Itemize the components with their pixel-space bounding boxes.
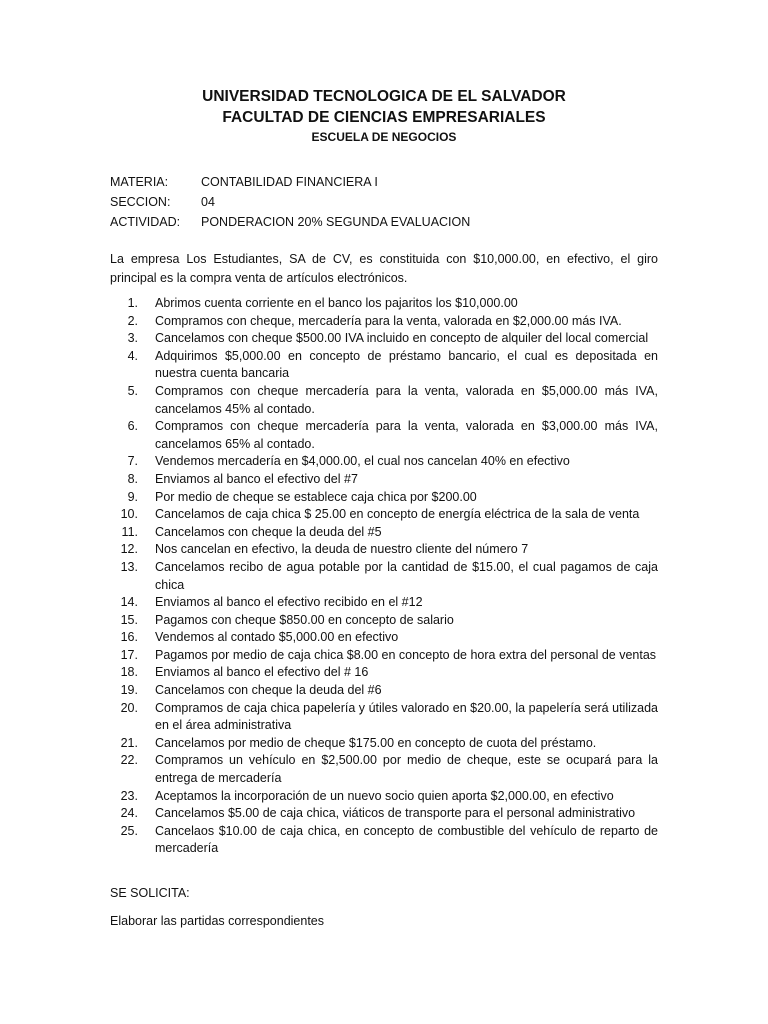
list-item-text: Compramos con cheque mercadería para la venta, valorada en $3,000.00 más IVA, cancelamos 65% al contado. bbox=[155, 419, 658, 451]
list-item-text: Cancelamos por medio de cheque $175.00 en concepto de cuota del préstamo. bbox=[155, 735, 597, 750]
list-item-number-text: 25. bbox=[120, 823, 138, 838]
list-item-text: Enviamos al banco el efectivo del #7 bbox=[155, 471, 358, 486]
list-item-text: Aceptamos la incorporación de un nuevo socio quien aporta $2,000.00, en efectivo bbox=[155, 788, 614, 803]
list-item-text: Cancelamos recibo de agua potable por la cantidad de $15.00, el cual pagamos de caja chica bbox=[155, 559, 658, 592]
list-item-text: Enviamos al banco el efectivo del # 16 bbox=[155, 665, 369, 680]
list-item-number bbox=[110, 295, 155, 313]
list-item-number bbox=[110, 453, 155, 471]
list-item-number-text: 2. bbox=[127, 313, 138, 328]
list-item bbox=[110, 559, 658, 594]
school-title: ESCUELA DE NEGOCIOS bbox=[311, 130, 457, 144]
list-item-text: Adquirimos $5,000.00 en concepto de préstamo bancario, el cual es depositada en nuestra cuenta bancaria bbox=[155, 348, 658, 381]
list-item-number bbox=[110, 682, 155, 700]
list-item-number bbox=[110, 313, 155, 331]
faculty-title: FACULTAD DE CIENCIAS EMPRESARIALES bbox=[222, 109, 546, 126]
list-item-number-text: 10. bbox=[120, 507, 138, 522]
list-item-number-text: 22. bbox=[120, 753, 138, 768]
list-item-number-text: 20. bbox=[120, 700, 138, 715]
list-item bbox=[110, 682, 658, 700]
list-item bbox=[110, 383, 658, 418]
seccion-value: 04 bbox=[201, 195, 215, 209]
materia-value: CONTABILIDAD FINANCIERA I bbox=[201, 175, 378, 189]
list-item bbox=[110, 313, 658, 331]
list-item bbox=[110, 823, 658, 858]
list-item-number bbox=[110, 735, 155, 753]
list-item-number bbox=[110, 752, 155, 787]
list-item-number bbox=[110, 383, 155, 418]
meta-row-actividad bbox=[110, 212, 470, 232]
list-item bbox=[110, 788, 658, 806]
list-item-number-text: 9. bbox=[127, 489, 138, 504]
list-item bbox=[110, 735, 658, 753]
list-item-number-text: 5. bbox=[127, 383, 138, 398]
list-item-number-text: 6. bbox=[127, 419, 138, 434]
list-item-number-text: 15. bbox=[120, 612, 138, 627]
list-item bbox=[110, 805, 658, 823]
list-item bbox=[110, 541, 658, 559]
list-item-number-text: 16. bbox=[120, 630, 138, 645]
list-item-number-text: 11. bbox=[121, 524, 138, 539]
list-item-text: Por medio de cheque se establece caja chica por $200.00 bbox=[155, 489, 477, 504]
list-item bbox=[110, 752, 658, 787]
list-item-number-text: 24. bbox=[120, 806, 138, 821]
list-item bbox=[110, 489, 658, 507]
list-item-number bbox=[110, 700, 155, 735]
list-item bbox=[110, 594, 658, 612]
actividad-label: ACTIVIDAD: bbox=[110, 215, 181, 229]
list-item-number-text: 14. bbox=[120, 595, 138, 610]
solicita-heading: SE SOLICITA: bbox=[110, 886, 190, 900]
list-item-text: Nos cancelan en efectivo, la deuda de nuestro cliente del número 7 bbox=[155, 542, 529, 557]
list-item bbox=[110, 348, 658, 383]
list-item bbox=[110, 330, 658, 348]
list-item-text: Enviamos al banco el efectivo recibido en el #12 bbox=[155, 595, 423, 610]
list-item-number bbox=[110, 418, 155, 453]
list-item-text: Compramos un vehículo en $2,500.00 por medio de cheque, este se ocupará para la entrega de mercadería bbox=[155, 753, 658, 786]
list-item-number bbox=[110, 594, 155, 612]
intro-paragraph: La empresa Los Estudiantes, SA de CV, es constituida con $10,000.00, en efectivo, el giro principal es la compra venta de artículos electrónicos. bbox=[110, 252, 658, 285]
list-item-number-text: 23. bbox=[120, 788, 138, 803]
list-item-number bbox=[110, 471, 155, 489]
list-item-text: Cancelamos con cheque $500.00 IVA incluido en concepto de alquiler del local comercial bbox=[155, 331, 649, 346]
list-item-number bbox=[110, 664, 155, 682]
list-item-number-text: 17. bbox=[120, 647, 138, 662]
list-item-number-text: 18. bbox=[120, 665, 138, 680]
list-item-text: Compramos con cheque mercadería para la venta, valorada en $5,000.00 más IVA, cancelamos 45% al contado. bbox=[155, 383, 658, 416]
materia-label: MATERIA: bbox=[110, 175, 169, 189]
list-item-number-text: 3. bbox=[127, 331, 138, 346]
list-item-text: Cancelamos con cheque la deuda del #5 bbox=[155, 524, 382, 539]
list-item-number bbox=[110, 823, 155, 858]
list-item-number bbox=[110, 506, 155, 524]
list-item-number-text: 12. bbox=[120, 542, 138, 557]
list-item-number-text: 21. bbox=[120, 735, 138, 750]
list-item-text: Cancelaos $10.00 de caja chica, en concepto de combustible del vehículo de reparto de mercadería bbox=[155, 823, 658, 856]
list-item-number-text: 4. bbox=[127, 348, 138, 363]
actividad-value: PONDERACION 20% SEGUNDA EVALUACION bbox=[201, 215, 471, 229]
list-item bbox=[110, 629, 658, 647]
list-item bbox=[110, 664, 658, 682]
transactions-list bbox=[110, 295, 658, 858]
list-item-text: Compramos de caja chica papelería y útiles valorado en $20.00, la papelería será utilizada en el área administrativa bbox=[155, 700, 658, 733]
seccion-label: SECCION: bbox=[110, 195, 171, 209]
list-item-text: Cancelamos con cheque la deuda del #6 bbox=[155, 683, 382, 698]
list-item bbox=[110, 295, 658, 313]
list-item bbox=[110, 506, 658, 524]
list-item-text: Compramos con cheque, mercadería para la venta, valorada en $2,000.00 más IVA. bbox=[155, 313, 622, 328]
meta-row-seccion bbox=[110, 192, 470, 212]
list-item-text: Cancelamos de caja chica $ 25.00 en concepto de energía eléctrica de la sala de venta bbox=[155, 507, 640, 522]
task-text: Elaborar las partidas correspondientes bbox=[110, 914, 325, 928]
list-item-number-text: 8. bbox=[127, 471, 138, 486]
list-item-number-text: 19. bbox=[120, 683, 138, 698]
list-item bbox=[110, 453, 658, 471]
list-item-text: Abrimos cuenta corriente en el banco los pajaritos los $10,000.00 bbox=[155, 296, 518, 310]
list-item bbox=[110, 700, 658, 735]
list-item-number bbox=[110, 612, 155, 630]
list-item-text: Pagamos por medio de caja chica $8.00 en concepto de hora extra del personal de ventas bbox=[155, 647, 657, 662]
list-item-number-text: 7. bbox=[127, 454, 138, 469]
list-item-text: Vendemos al contado $5,000.00 en efectivo bbox=[155, 630, 399, 645]
list-item-number bbox=[110, 629, 155, 647]
list-item-number bbox=[110, 489, 155, 507]
list-item bbox=[110, 418, 658, 453]
list-item-number bbox=[110, 559, 155, 594]
list-item bbox=[110, 612, 658, 630]
list-item-number bbox=[110, 330, 155, 348]
list-item-number-text: 1. bbox=[127, 296, 138, 310]
list-item-number bbox=[110, 647, 155, 665]
course-meta bbox=[110, 172, 470, 232]
meta-row-materia bbox=[110, 172, 470, 192]
list-item bbox=[110, 471, 658, 489]
list-item bbox=[110, 524, 658, 542]
list-item bbox=[110, 647, 658, 665]
list-item-number bbox=[110, 524, 155, 542]
list-item-text: Pagamos con cheque $850.00 en concepto de salario bbox=[155, 612, 454, 627]
list-item-number bbox=[110, 788, 155, 806]
list-item-text: Cancelamos $5.00 de caja chica, viáticos de transporte para el personal administrativo bbox=[155, 806, 636, 821]
list-item-number bbox=[110, 348, 155, 383]
list-item-number-text: 13. bbox=[120, 559, 138, 574]
list-item-number bbox=[110, 805, 155, 823]
list-item-text: Vendemos mercadería en $4,000.00, el cual nos cancelan 40% en efectivo bbox=[155, 454, 570, 469]
list-item-number bbox=[110, 541, 155, 559]
university-title: UNIVERSIDAD TECNOLOGICA DE EL SALVADOR bbox=[202, 88, 566, 105]
